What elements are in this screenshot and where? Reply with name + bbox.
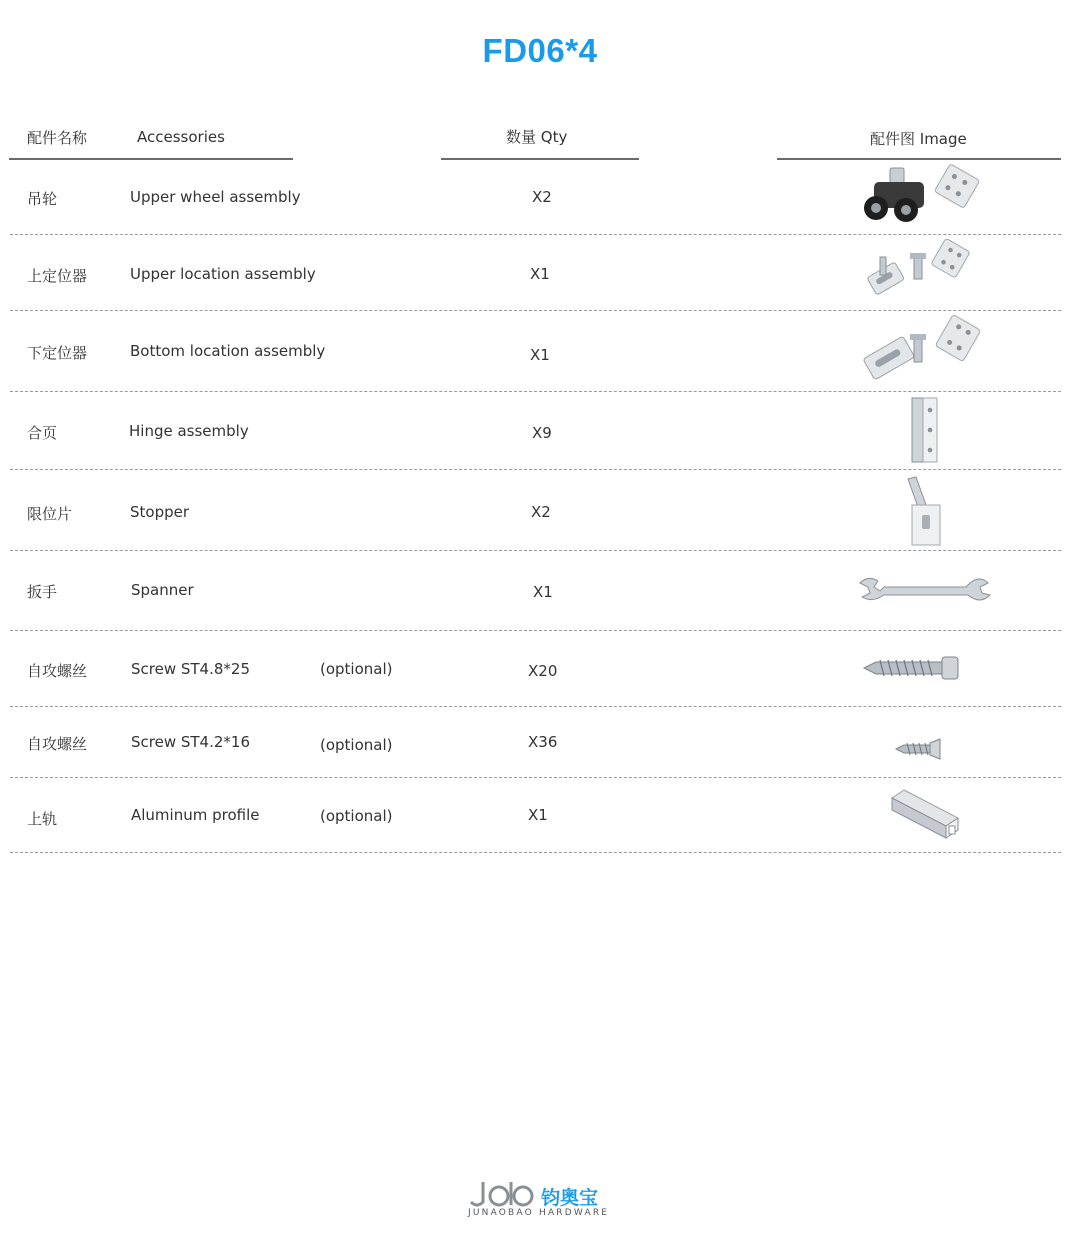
row-name-cn: 扳手 [27,583,58,601]
row-qty: X2 [532,188,552,206]
screw-small-icon [894,737,944,761]
row-divider [10,234,1061,235]
bottom-locator-icon [862,314,984,386]
row-name-en: Spanner [131,581,194,599]
row-divider [10,777,1061,778]
brand-mark-icon [467,1178,539,1208]
row-name-cn: 限位片 [27,505,73,523]
row-qty: X2 [531,503,551,521]
row-name-cn: 吊轮 [27,190,58,208]
row-qty: X1 [533,583,553,601]
row-name-en: Screw ST4.2*16 [131,733,250,751]
row-name-en: Bottom location assembly [130,342,326,360]
row-optional: (optional) [320,807,393,825]
row-name-cn: 自攻螺丝 [27,662,88,680]
header-rule-qty [441,158,639,160]
spanner-icon [856,575,992,605]
row-name-en: Aluminum profile [131,806,260,824]
header-name-en: Accessories [137,128,225,146]
stopper-icon [902,475,944,547]
row-name-en: Upper wheel assembly [130,188,301,206]
row-divider [10,852,1061,853]
row-optional: (optional) [320,736,393,754]
row-name-en: Hinge assembly [129,422,249,440]
brand-logo [465,1176,615,1224]
header-rule-name [9,158,293,160]
row-name-en: Screw ST4.8*25 [131,660,250,678]
row-qty: X9 [532,424,552,442]
page-title: FD06*4 [482,32,598,69]
aluminum-profile-icon [888,788,962,840]
row-name-cn: 合页 [27,424,58,442]
row-divider [10,630,1061,631]
brand-name-en: JUNAOBAO HARDWARE [468,1208,610,1218]
wheel-assembly-icon [862,164,982,228]
hinge-icon [908,396,942,464]
header-image: 配件图 Image [870,130,967,148]
header-qty: 数量 Qty [506,128,568,146]
row-name-en: Stopper [130,503,190,521]
row-name-cn: 上定位器 [27,267,88,285]
brand-name-cn: 钧奥宝 [541,1187,599,1209]
row-divider [10,469,1061,470]
header-name-cn: 配件名称 [27,129,88,147]
row-qty: X1 [530,346,550,364]
row-qty: X36 [528,733,558,751]
row-divider [10,310,1061,311]
row-divider [10,391,1061,392]
row-name-cn: 自攻螺丝 [27,735,88,753]
row-qty: X1 [530,265,550,283]
screw-large-icon [862,654,960,682]
row-name-en: Upper location assembly [130,265,316,283]
row-name-cn: 上轨 [27,810,58,828]
row-qty: X1 [528,806,548,824]
row-divider [10,706,1061,707]
header-rule-image [777,158,1061,160]
row-divider [10,550,1061,551]
row-qty: X20 [528,662,558,680]
upper-locator-icon [866,239,972,305]
row-name-cn: 下定位器 [27,344,88,362]
row-optional: (optional) [320,660,393,678]
